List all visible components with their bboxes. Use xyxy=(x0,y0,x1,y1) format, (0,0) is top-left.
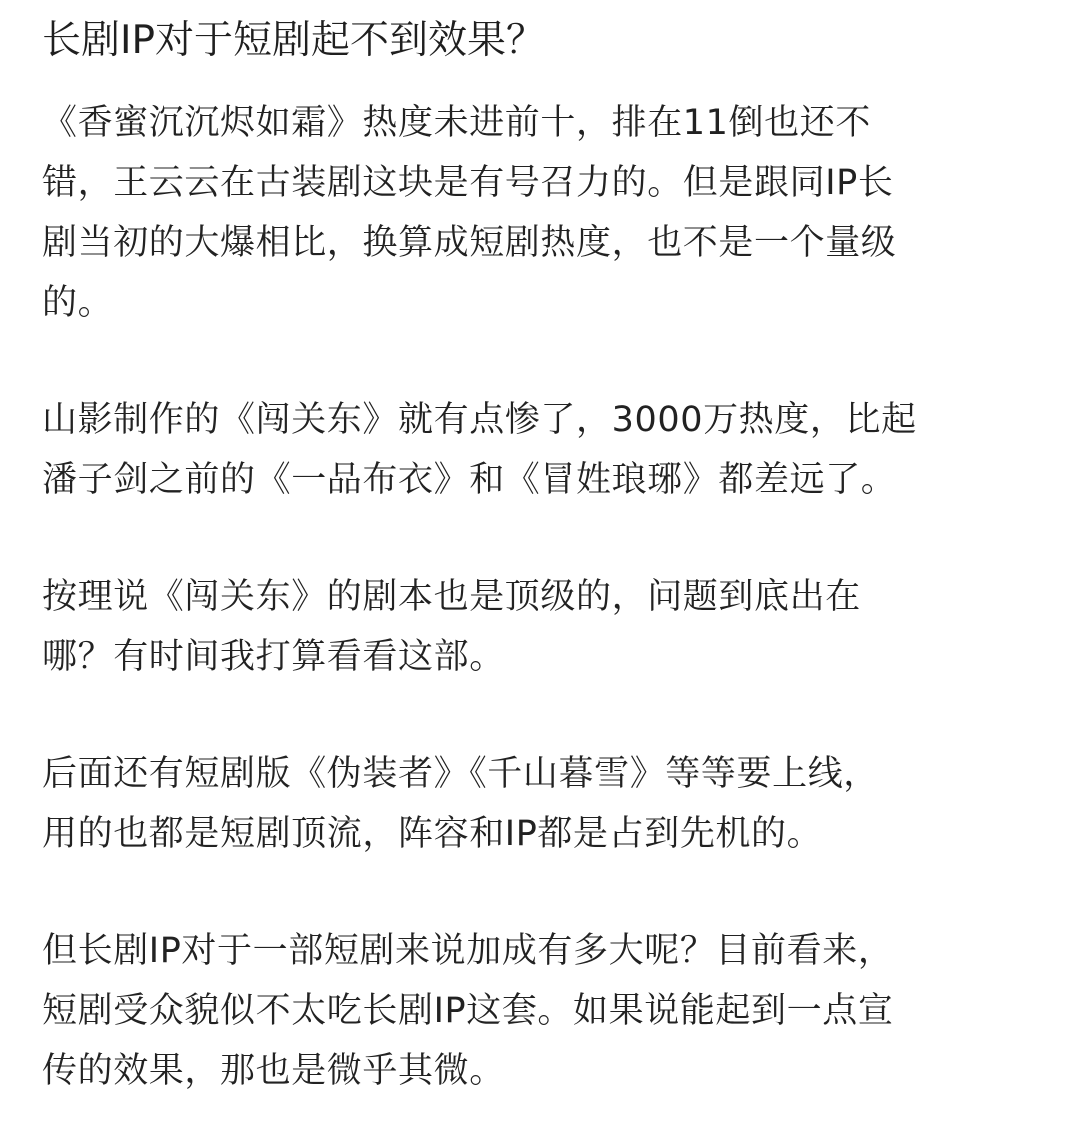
paragraph-1-line-4: 的。 xyxy=(42,283,114,323)
paragraph-3-line-2: 哪？有时间我打算看看这部。 xyxy=(42,637,505,677)
post-title: 长剧IP对于短剧起不到效果？ xyxy=(42,18,546,63)
paragraph-5-line-3: 传的效果，那也是微乎其微。 xyxy=(42,1051,505,1091)
paragraph-2-line-1: 山影制作的《闯关东》就有点惨了，3000万热度，比起 xyxy=(42,400,917,440)
paragraph-1-line-3: 剧当初的大爆相比，换算成短剧热度，也不是一个量级 xyxy=(42,223,897,263)
paragraph-2-line-2: 潘子剑之前的《一品布衣》和《冒姓琅琊》都差远了。 xyxy=(42,460,897,500)
paragraph-4-line-1: 后面还有短剧版《伪装者》《千山暮雪》等等要上线， xyxy=(42,754,879,794)
paragraph-2 xyxy=(42,390,1038,510)
paragraph-4-line-2: 用的也都是短剧顶流，阵容和IP都是占到先机的。 xyxy=(42,814,823,854)
paragraph-3-line-1: 按理说《闯关东》的剧本也是顶级的，问题到底出在 xyxy=(42,577,861,617)
paragraph-1-line-1: 《香蜜沉沉烬如霜》热度未进前十，排在11倒也还不 xyxy=(42,103,871,143)
paragraph-1 xyxy=(42,93,1038,333)
paragraph-1-line-2: 错，王云云在古装剧这块是有号召力的。但是跟同IP长 xyxy=(42,163,894,203)
paragraph-3 xyxy=(42,567,1038,687)
post-body xyxy=(42,93,1038,1101)
paragraph-5 xyxy=(42,921,1038,1101)
paragraph-5-line-1: 但长剧IP对于一部短剧来说加成有多大呢？目前看来， xyxy=(42,931,894,971)
paragraph-4 xyxy=(42,744,1038,864)
paragraph-5-line-2: 短剧受众貌似不太吃长剧IP这套。如果说能起到一点宣 xyxy=(42,991,894,1031)
